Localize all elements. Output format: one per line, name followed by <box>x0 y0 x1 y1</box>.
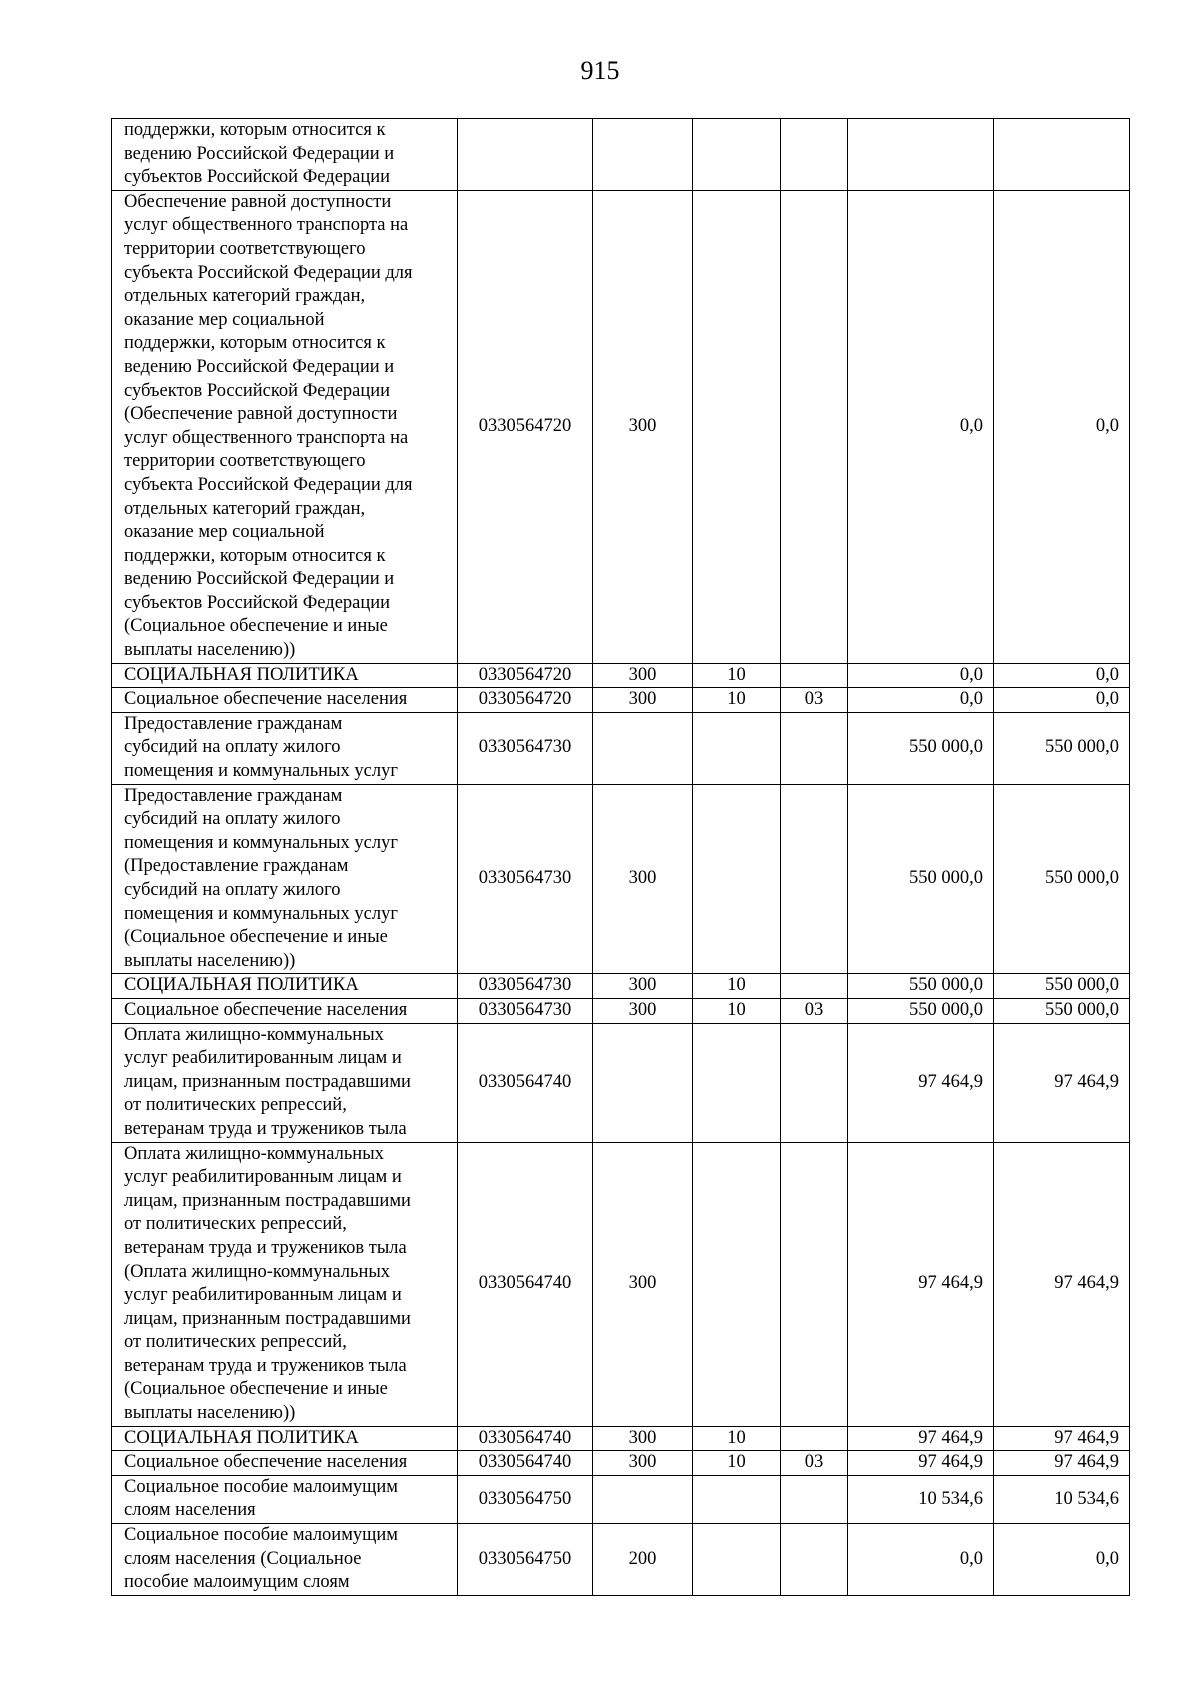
table-row <box>112 1524 1130 1596</box>
section-cell <box>693 663 781 688</box>
target-code-cell <box>458 119 593 191</box>
expense-type-cell <box>593 712 693 784</box>
target-code-cell <box>458 1475 593 1523</box>
budget-table-body <box>112 119 1130 1596</box>
subsection-text: 03 <box>804 999 824 1020</box>
amount-1-cell <box>848 1475 994 1523</box>
subsection-cell <box>781 974 848 999</box>
row-name-text: Социальное обеспечение населения <box>124 999 408 1020</box>
target-code-text: 0330564730 <box>478 868 572 889</box>
amount-1-cell <box>848 688 994 713</box>
subsection-cell <box>781 1524 848 1596</box>
expense-type-text: 300 <box>628 975 657 996</box>
section-cell <box>693 1451 781 1476</box>
amount-2-text: 550 000,0 <box>1045 737 1119 758</box>
table-row <box>112 998 1130 1023</box>
expense-type-text: 300 <box>628 868 657 889</box>
target-code-cell <box>458 663 593 688</box>
amount-2-text: 97 464,9 <box>1054 1273 1119 1294</box>
amount-1-cell <box>848 974 994 999</box>
target-code-cell <box>458 688 593 713</box>
table-row <box>112 1426 1130 1451</box>
row-name-text: Обеспечение равной доступности услуг общественного транспорта на территории соответствующего субъекта Российской Федерации для отдельных категорий граждан, оказание мер социальной поддержки, которым относится к ведению Российской Федерации и субъектов Российской Федерации (Обеспечение равной доступности услуг общественного транспорта на территории соответствующего субъекта Российской Федерации для отдельных категорий граждан, оказание мер социальной поддержки, которым относится к ведению Российской Федерации и субъектов Российской Федерации (Социальное обеспечение и иные выплаты населению)) <box>124 191 413 661</box>
amount-2-cell <box>994 712 1130 784</box>
amount-2-text: 0,0 <box>1095 664 1119 685</box>
row-name-cell <box>112 998 458 1023</box>
table-row <box>112 712 1130 784</box>
section-cell <box>693 1475 781 1523</box>
amount-2-text: 550 000,0 <box>1045 868 1119 889</box>
amount-1-text: 10 534,6 <box>918 1488 983 1509</box>
section-cell <box>693 974 781 999</box>
amount-1-cell <box>848 1023 994 1142</box>
target-code-text: 0330564730 <box>478 999 572 1020</box>
subsection-text: 03 <box>804 1452 824 1473</box>
row-name-text: СОЦИАЛЬНАЯ ПОЛИТИКА <box>124 1427 359 1448</box>
target-code-cell <box>458 784 593 974</box>
amount-2-text: 0,0 <box>1095 1548 1119 1569</box>
amount-1-cell <box>848 712 994 784</box>
target-code-text: 0330564740 <box>478 1427 572 1448</box>
amount-2-cell <box>994 1023 1130 1142</box>
expense-type-cell <box>593 1524 693 1596</box>
row-name-cell <box>112 663 458 688</box>
row-name-text: поддержки, которым относится к ведению Российской Федерации и субъектов Российской Федерации <box>124 120 395 188</box>
expense-type-cell <box>593 1142 693 1426</box>
row-name-text: Оплата жилищно-коммунальных услуг реабилитированным лицам и лицам, признанным пострадавшими от политических репрессий, ветеранам труда и тружеников тыла (Оплата жилищно-коммунальных услуг реабилитированным лицам и лицам, признанным пострадавшими от политических репрессий, ветеранам труда и тружеников тыла (Социальное обеспечение и иные выплаты населению)) <box>124 1143 411 1424</box>
amount-2-text: 97 464,9 <box>1054 1427 1119 1448</box>
table-row <box>112 974 1130 999</box>
amount-2-cell <box>994 663 1130 688</box>
table-row <box>112 1475 1130 1523</box>
subsection-cell <box>781 998 848 1023</box>
amount-1-text: 0,0 <box>959 415 983 436</box>
target-code-cell <box>458 1451 593 1476</box>
expense-type-cell <box>593 688 693 713</box>
amount-2-text: 97 464,9 <box>1054 1071 1119 1092</box>
amount-2-cell <box>994 784 1130 974</box>
target-code-cell <box>458 190 593 663</box>
expense-type-text: 300 <box>628 415 657 436</box>
subsection-cell <box>781 688 848 713</box>
table-row <box>112 784 1130 974</box>
section-cell <box>693 1023 781 1142</box>
section-text: 10 <box>727 689 746 710</box>
row-name-text: Социальное пособие малоимущим слоям населения (Социальное пособие малоимущим слоям <box>124 1525 399 1593</box>
amount-1-text: 0,0 <box>959 664 983 685</box>
amount-1-cell <box>848 1524 994 1596</box>
expense-type-cell <box>593 119 693 191</box>
amount-1-cell <box>848 1426 994 1451</box>
expense-type-cell <box>593 663 693 688</box>
amount-2-text: 550 000,0 <box>1045 975 1119 996</box>
amount-2-text: 97 464,9 <box>1054 1452 1119 1473</box>
amount-1-text: 0,0 <box>959 689 983 710</box>
subsection-cell <box>781 712 848 784</box>
amount-2-cell <box>994 190 1130 663</box>
amount-1-text: 97 464,9 <box>918 1452 983 1473</box>
amount-1-cell <box>848 119 994 191</box>
section-cell <box>693 119 781 191</box>
budget-table <box>111 118 1130 1596</box>
row-name-text: Оплата жилищно-коммунальных услуг реабилитированным лицам и лицам, признанным пострадавшими от политических репрессий, ветеранам труда и тружеников тыла <box>124 1024 411 1139</box>
target-code-text: 0330564730 <box>478 975 572 996</box>
amount-1-text: 97 464,9 <box>918 1427 983 1448</box>
section-text: 10 <box>727 1452 746 1473</box>
subsection-cell <box>781 1142 848 1426</box>
expense-type-cell <box>593 784 693 974</box>
amount-1-cell <box>848 1451 994 1476</box>
row-name-cell <box>112 1524 458 1596</box>
amount-2-text: 10 534,6 <box>1054 1488 1119 1509</box>
target-code-text: 0330564750 <box>478 1488 572 1509</box>
expense-type-text: 300 <box>628 1452 657 1473</box>
target-code-text: 0330564730 <box>478 737 572 758</box>
table-row <box>112 688 1130 713</box>
amount-1-cell <box>848 663 994 688</box>
section-cell <box>693 712 781 784</box>
amount-2-cell <box>994 974 1130 999</box>
amount-1-cell <box>848 998 994 1023</box>
expense-type-text: 300 <box>628 664 657 685</box>
subsection-cell <box>781 119 848 191</box>
row-name-cell <box>112 688 458 713</box>
table-row <box>112 119 1130 191</box>
expense-type-cell <box>593 190 693 663</box>
row-name-cell <box>112 1475 458 1523</box>
amount-2-cell <box>994 1451 1130 1476</box>
row-name-text: Социальное пособие малоимущим слоям населения <box>124 1476 399 1521</box>
row-name-cell <box>112 190 458 663</box>
expense-type-text: 300 <box>628 689 657 710</box>
section-cell <box>693 998 781 1023</box>
subsection-cell <box>781 663 848 688</box>
expense-type-cell <box>593 1475 693 1523</box>
table-row <box>112 1023 1130 1142</box>
target-code-cell <box>458 1426 593 1451</box>
target-code-text: 0330564720 <box>478 664 572 685</box>
subsection-cell <box>781 1475 848 1523</box>
amount-1-cell <box>848 784 994 974</box>
section-cell <box>693 688 781 713</box>
amount-1-cell <box>848 190 994 663</box>
row-name-cell <box>112 974 458 999</box>
section-cell <box>693 784 781 974</box>
target-code-cell <box>458 1023 593 1142</box>
amount-1-text: 550 000,0 <box>909 868 983 889</box>
section-cell <box>693 1426 781 1451</box>
amount-2-cell <box>994 1142 1130 1426</box>
expense-type-cell <box>593 1023 693 1142</box>
row-name-text: Социальное обеспечение населения <box>124 1452 408 1473</box>
target-code-cell <box>458 974 593 999</box>
expense-type-cell <box>593 974 693 999</box>
row-name-cell <box>112 784 458 974</box>
target-code-text: 0330564740 <box>478 1452 572 1473</box>
row-name-cell <box>112 712 458 784</box>
row-name-cell <box>112 1451 458 1476</box>
amount-2-cell <box>994 119 1130 191</box>
section-text: 10 <box>727 975 746 996</box>
section-text: 10 <box>727 999 746 1020</box>
target-code-text: 0330564750 <box>478 1548 572 1569</box>
target-code-text: 0330564720 <box>478 689 572 710</box>
target-code-cell <box>458 712 593 784</box>
row-name-text: СОЦИАЛЬНАЯ ПОЛИТИКА <box>124 664 359 685</box>
row-name-text: Предоставление гражданам субсидий на оплату жилого помещения и коммунальных услуг <box>124 713 398 782</box>
subsection-cell <box>781 784 848 974</box>
expense-type-cell <box>593 1426 693 1451</box>
expense-type-cell <box>593 998 693 1023</box>
section-cell <box>693 1524 781 1596</box>
target-code-text: 0330564740 <box>478 1071 572 1092</box>
section-cell <box>693 190 781 663</box>
amount-2-text: 0,0 <box>1095 415 1119 436</box>
section-text: 10 <box>727 664 746 685</box>
amount-1-text: 0,0 <box>959 1548 983 1569</box>
amount-2-cell <box>994 1475 1130 1523</box>
table-row <box>112 190 1130 663</box>
amount-1-text: 97 464,9 <box>918 1273 983 1294</box>
amount-2-cell <box>994 688 1130 713</box>
amount-1-text: 97 464,9 <box>918 1071 983 1092</box>
amount-2-text: 0,0 <box>1095 689 1119 710</box>
expense-type-text: 300 <box>628 1427 657 1448</box>
subsection-cell <box>781 1023 848 1142</box>
page-number: 915 <box>580 56 620 85</box>
section-cell <box>693 1142 781 1426</box>
row-name-cell <box>112 1023 458 1142</box>
table-row <box>112 1451 1130 1476</box>
expense-type-text: 300 <box>628 1273 657 1294</box>
target-code-cell <box>458 1142 593 1426</box>
subsection-cell <box>781 190 848 663</box>
subsection-text: 03 <box>804 689 824 710</box>
amount-1-text: 550 000,0 <box>909 975 983 996</box>
amount-1-text: 550 000,0 <box>909 737 983 758</box>
amount-2-cell <box>994 1524 1130 1596</box>
amount-2-cell <box>994 998 1130 1023</box>
row-name-text: Предоставление гражданам субсидий на оплату жилого помещения и коммунальных услуг (Предоставление гражданам субсидий на оплату жилого помещения и коммунальных услуг (Социальное обеспечение и иные выплаты населению)) <box>124 785 398 971</box>
target-code-text: 0330564740 <box>478 1273 572 1294</box>
row-name-cell <box>112 119 458 191</box>
row-name-cell <box>112 1426 458 1451</box>
target-code-cell <box>458 1524 593 1596</box>
row-name-text: СОЦИАЛЬНАЯ ПОЛИТИКА <box>124 975 359 996</box>
row-name-cell <box>112 1142 458 1426</box>
amount-2-cell <box>994 1426 1130 1451</box>
subsection-cell <box>781 1426 848 1451</box>
target-code-cell <box>458 998 593 1023</box>
section-text: 10 <box>727 1427 746 1448</box>
row-name-text: Социальное обеспечение населения <box>124 689 408 710</box>
table-row <box>112 663 1130 688</box>
table-row <box>112 1142 1130 1426</box>
expense-type-cell <box>593 1451 693 1476</box>
amount-1-cell <box>848 1142 994 1426</box>
subsection-cell <box>781 1451 848 1476</box>
amount-1-text: 550 000,0 <box>909 999 983 1020</box>
expense-type-text: 300 <box>628 999 657 1020</box>
expense-type-text: 200 <box>628 1548 657 1569</box>
target-code-text: 0330564720 <box>478 415 572 436</box>
amount-2-text: 550 000,0 <box>1045 999 1119 1020</box>
